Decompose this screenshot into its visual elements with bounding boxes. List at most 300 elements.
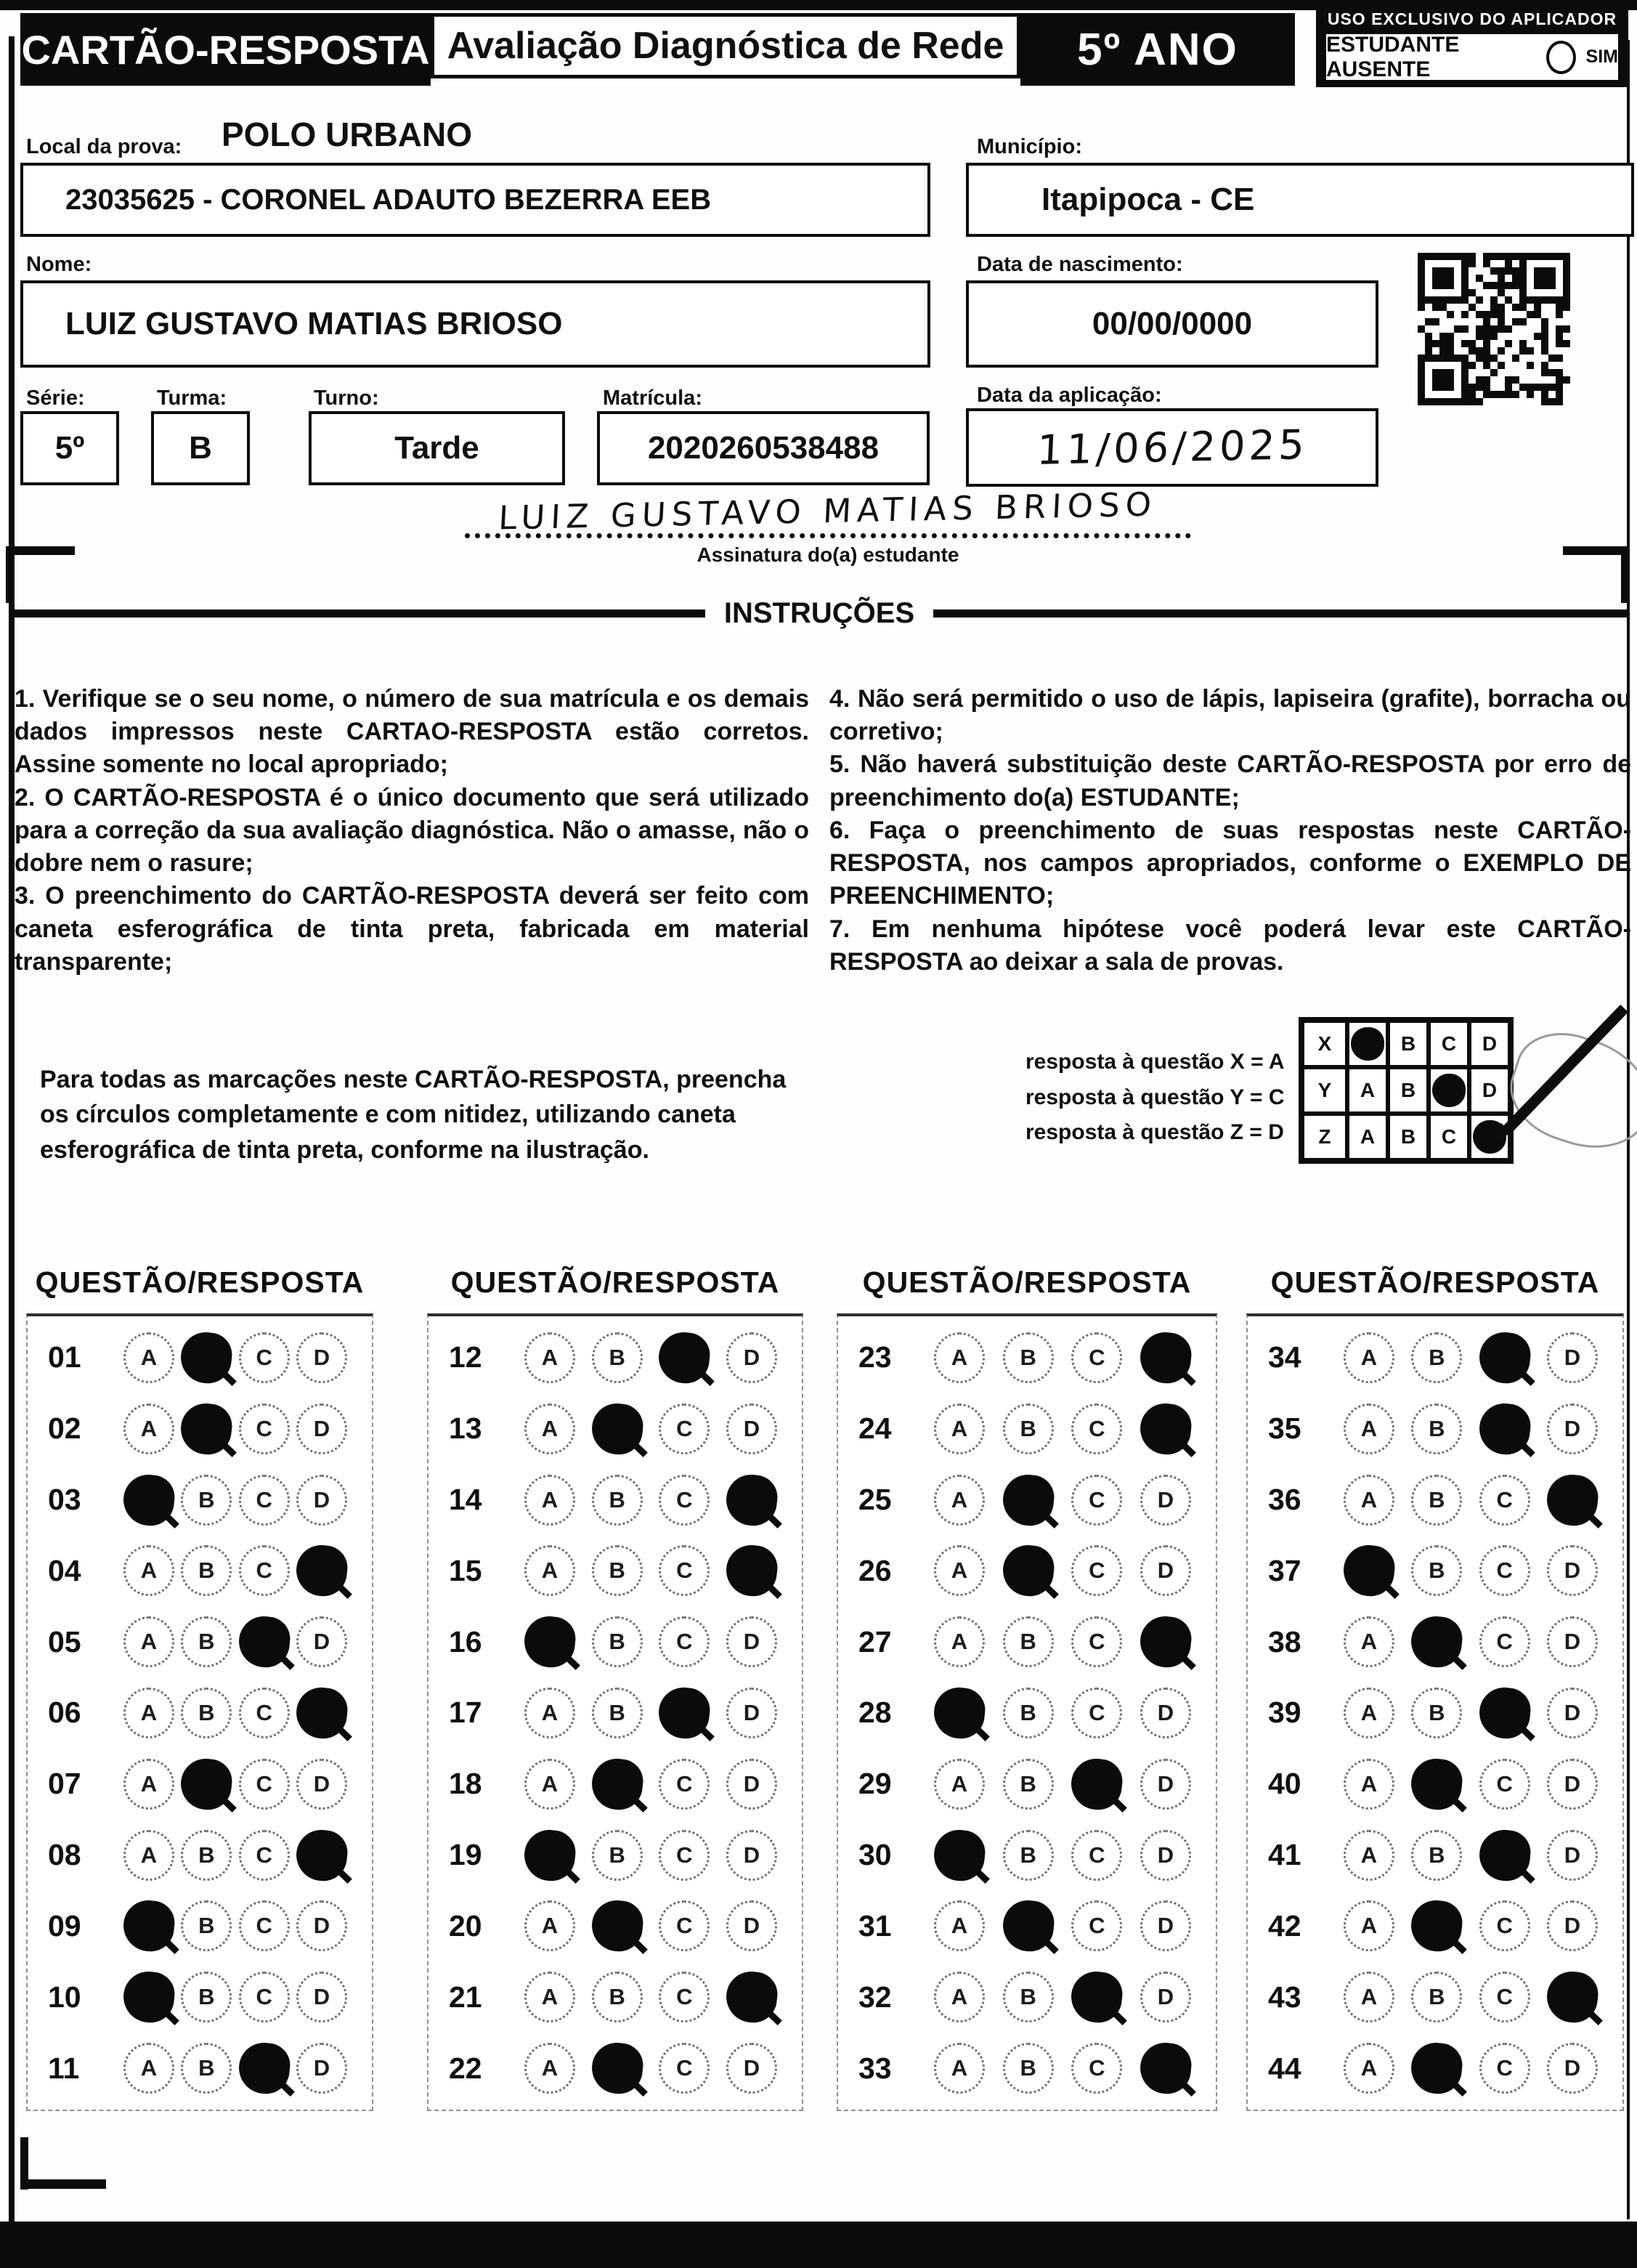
question-number: 44 (1268, 2051, 1301, 2085)
answer-bubble-11-d[interactable]: D (296, 2043, 347, 2094)
options-group (1344, 1900, 1614, 1951)
answer-bubble-40-c[interactable]: C (1479, 1759, 1530, 1810)
answer-bubble-14-d-filled[interactable] (724, 1472, 780, 1528)
question-number: 23 (858, 1340, 892, 1374)
answer-bubble-26-a[interactable]: A (934, 1545, 985, 1596)
answer-bubble-34-d[interactable]: D (1547, 1332, 1598, 1383)
answer-bubble-03-b[interactable]: B (181, 1475, 232, 1526)
example-option-cell: A (1347, 1067, 1388, 1114)
student-absent-row (1326, 34, 1618, 80)
answer-column-2 (427, 1313, 803, 2111)
answer-bubble-40-a[interactable]: A (1344, 1759, 1394, 1810)
answer-bubble-11-a[interactable]: A (123, 2043, 174, 2094)
answer-bubble-14-b[interactable]: B (592, 1475, 643, 1526)
answer-bubble-32-c-filled[interactable] (1069, 1969, 1125, 2025)
options-group (934, 1759, 1207, 1810)
serie-value: 5º (54, 430, 85, 466)
answer-bubble-33-c[interactable]: C (1071, 2043, 1122, 2094)
answer-bubble-10-a-filled[interactable] (121, 1969, 177, 2025)
answer-bubble-13-b-filled[interactable] (589, 1401, 645, 1457)
frame-corner-mark-left (6, 546, 15, 603)
answer-bubble-32-a[interactable]: A (934, 1972, 985, 2022)
answer-bubble-15-d-filled[interactable] (724, 1543, 780, 1599)
question-number: 40 (1268, 1767, 1301, 1801)
options-group (1344, 1404, 1614, 1454)
answer-bubble-38-d[interactable]: D (1547, 1616, 1598, 1667)
options-group (934, 1830, 1207, 1881)
card-title: CARTÃO-RESPOSTA (20, 13, 431, 86)
answer-bubble-28-d[interactable]: D (1140, 1688, 1191, 1738)
answer-bubble-25-c[interactable]: C (1071, 1475, 1122, 1526)
answer-bubble-35-c-filled[interactable] (1476, 1401, 1532, 1457)
answer-bubble-28-b[interactable]: B (1003, 1688, 1054, 1738)
options-group (524, 1475, 793, 1526)
answer-bubble-19-b[interactable]: B (592, 1830, 643, 1881)
answer-bubble-02-d[interactable]: D (296, 1404, 347, 1454)
options-group (1344, 1545, 1614, 1596)
local-da-prova-value: POLO URBANO (222, 116, 472, 153)
question-number: 32 (858, 1980, 892, 2014)
answer-bubble-27-b[interactable]: B (1003, 1616, 1054, 1667)
example-row-label: Y (1302, 1067, 1347, 1114)
answer-bubble-29-c-filled[interactable] (1069, 1756, 1125, 1812)
question-number: 43 (1268, 1980, 1301, 2014)
answer-bubble-05-d[interactable]: D (296, 1616, 347, 1667)
answer-bubble-44-a[interactable]: A (1344, 2043, 1394, 2094)
answer-bubble-14-a[interactable]: A (524, 1475, 575, 1526)
answer-bubble-07-a[interactable]: A (123, 1759, 174, 1810)
aplicador-box-title: USO EXCLUSIVO DO APLICADOR (1327, 9, 1617, 28)
answer-bubble-11-c-filled[interactable] (236, 2041, 292, 2097)
answer-bubble-36-b[interactable]: B (1411, 1475, 1462, 1526)
question-number: 09 (48, 1908, 81, 1943)
instruction-item: 1. Verifique se o seu nome, o número de sua matrícula e os demais dados impressos neste CARTAO-RESPOSTA estão corretos. Assine somente no local apropriado; (15, 685, 809, 779)
answer-bubble-17-b[interactable]: B (592, 1688, 643, 1738)
answer-bubble-21-c[interactable]: C (659, 1972, 710, 2022)
question-row (437, 1322, 793, 1393)
answer-bubble-06-a[interactable]: A (123, 1688, 174, 1738)
question-number: 11 (48, 2051, 80, 2085)
nome-value: LUIZ GUSTAVO MATIAS BRIOSO (65, 306, 563, 341)
question-number: 24 (858, 1412, 892, 1446)
signature-handwritten-value: LUIZ GUSTAVO MATIAS BRIOSO (497, 485, 1158, 538)
answer-bubble-19-a-filled[interactable] (522, 1827, 578, 1883)
question-number: 12 (449, 1340, 482, 1374)
answer-bubble-33-d-filled[interactable] (1138, 2041, 1194, 2097)
answer-bubble-42-b-filled[interactable] (1409, 1898, 1465, 1954)
answer-bubble-17-c-filled[interactable] (657, 1685, 712, 1741)
turno-label: Turno: (314, 386, 379, 410)
answer-bubble-32-d[interactable]: D (1140, 1972, 1191, 2022)
question-row (847, 1465, 1207, 1536)
answer-column-3 (837, 1313, 1217, 2111)
question-number: 06 (48, 1696, 81, 1730)
question-number: 41 (1268, 1838, 1301, 1872)
answer-bubble-17-a[interactable]: A (524, 1688, 575, 1738)
answer-bubble-36-d-filled[interactable] (1545, 1472, 1601, 1528)
answer-bubble-20-b-filled[interactable] (589, 1898, 645, 1954)
question-row (437, 1535, 793, 1606)
question-number: 17 (449, 1696, 482, 1730)
answer-bubble-15-a[interactable]: A (524, 1545, 575, 1596)
answer-bubble-27-c[interactable]: C (1071, 1616, 1122, 1667)
answer-bubble-03-d[interactable]: D (296, 1475, 347, 1526)
answer-bubble-18-b-filled[interactable] (589, 1756, 645, 1812)
question-row (847, 1535, 1207, 1606)
answer-bubble-26-d[interactable]: D (1140, 1545, 1191, 1596)
question-row (437, 1465, 793, 1536)
answer-bubble-24-b[interactable]: B (1003, 1404, 1054, 1454)
answer-bubble-30-b[interactable]: B (1003, 1830, 1054, 1881)
answer-bubble-23-d-filled[interactable] (1138, 1329, 1194, 1385)
answer-bubble-02-c[interactable]: C (239, 1404, 290, 1454)
matricula-label: Matrícula: (603, 386, 702, 410)
question-row (1256, 1891, 1614, 1962)
options-group (123, 1688, 363, 1738)
answer-bubble-30-d[interactable]: D (1140, 1830, 1191, 1881)
options-group (524, 1404, 793, 1454)
question-number: 37 (1268, 1553, 1301, 1587)
answer-bubble-07-c[interactable]: C (239, 1759, 290, 1810)
column-header-3: QUESTÃO/RESPOSTA (862, 1265, 1192, 1299)
answer-bubble-22-c[interactable]: C (659, 2043, 710, 2094)
answer-bubble-03-a-filled[interactable] (121, 1472, 177, 1528)
question-row (437, 1677, 793, 1749)
answer-bubble-08-a[interactable]: A (123, 1830, 174, 1881)
answer-bubble-36-c[interactable]: C (1479, 1475, 1530, 1526)
example-option-cell: D (1469, 1021, 1510, 1067)
signature-area[interactable] (465, 462, 1191, 538)
answer-bubble-30-a-filled[interactable] (932, 1827, 988, 1883)
options-group (123, 1900, 363, 1951)
nome-field (20, 280, 930, 368)
turno-value: Tarde (394, 430, 479, 466)
instructions-title: INSTRUÇÕES (723, 597, 915, 629)
answer-bubble-04-c[interactable]: C (239, 1545, 290, 1596)
answer-bubble-13-c[interactable]: C (659, 1404, 710, 1454)
answer-bubble-34-a[interactable]: A (1344, 1332, 1394, 1383)
question-row (437, 1606, 793, 1677)
answer-bubble-42-d[interactable]: D (1547, 1900, 1598, 1951)
answer-bubble-10-b[interactable]: B (181, 1972, 232, 2022)
answer-bubble-10-c[interactable]: C (239, 1972, 290, 2022)
instruction-item: 4. Não será permitido o uso de lápis, lapiseira (grafite), borracha ou corretivo; (829, 685, 1631, 746)
options-group (934, 1332, 1207, 1383)
answer-bubble-04-d-filled[interactable] (294, 1543, 350, 1599)
answer-bubble-41-b[interactable]: B (1411, 1830, 1462, 1881)
answer-bubble-06-c[interactable]: C (239, 1688, 290, 1738)
matricula-value: 2020260538488 (647, 430, 880, 466)
answer-bubble-02-b-filled[interactable] (179, 1401, 235, 1457)
question-number: 07 (48, 1767, 81, 1801)
answer-bubble-21-b[interactable]: B (592, 1972, 643, 2022)
question-row (847, 1393, 1207, 1465)
answer-bubble-04-b[interactable]: B (181, 1545, 232, 1596)
answer-bubble-06-d-filled[interactable] (294, 1685, 350, 1741)
answer-bubble-24-a[interactable]: A (934, 1404, 985, 1454)
answer-bubble-01-d[interactable]: D (296, 1332, 347, 1383)
answer-bubble-30-c[interactable]: C (1071, 1830, 1122, 1881)
answer-bubble-35-a[interactable]: A (1344, 1404, 1394, 1454)
options-group (1344, 1475, 1614, 1526)
answer-bubble-34-b[interactable]: B (1411, 1332, 1462, 1383)
options-group (123, 1545, 363, 1596)
answer-bubble-23-b[interactable]: B (1003, 1332, 1054, 1383)
answer-bubble-19-c[interactable]: C (659, 1830, 710, 1881)
answer-bubble-39-c-filled[interactable] (1476, 1685, 1532, 1741)
answer-bubble-22-b-filled[interactable] (589, 2041, 645, 2097)
answer-bubble-18-d[interactable]: D (726, 1759, 777, 1810)
example-answer-key (1025, 1045, 1285, 1151)
answer-bubble-07-b-filled[interactable] (179, 1756, 235, 1812)
answer-bubble-38-c[interactable]: C (1479, 1616, 1530, 1667)
answer-bubble-06-b[interactable]: B (181, 1688, 232, 1738)
options-group (934, 1616, 1207, 1667)
options-group (1344, 1332, 1614, 1383)
answer-bubble-18-c[interactable]: C (659, 1759, 710, 1810)
question-number: 01 (48, 1340, 81, 1374)
answer-bubble-24-c[interactable]: C (1071, 1404, 1122, 1454)
answer-bubble-34-c-filled[interactable] (1476, 1329, 1532, 1385)
answer-bubble-37-b[interactable]: B (1411, 1545, 1462, 1596)
frame-corner-mark-right (1621, 546, 1630, 603)
instruction-item: 3. O preenchimento do CARTÃO-RESPOSTA deverá ser feito com caneta esferográfica de tinta preta, fabricada em material transparente; (15, 882, 809, 976)
question-number: 13 (449, 1412, 482, 1446)
nome-label: Nome: (26, 253, 92, 276)
options-group (524, 1688, 793, 1738)
question-number: 27 (858, 1624, 892, 1659)
answer-bubble-07-d[interactable]: D (296, 1759, 347, 1810)
instruction-item: 2. O CARTÃO-RESPOSTA é o único documento que será utilizado para a correção da sua avaliação diagnóstica. Não o amasse, não o dobre nem o rasure; (15, 783, 809, 878)
nascimento-label: Data de nascimento: (977, 253, 1183, 276)
question-row (36, 1961, 363, 2033)
example-fill-grid (1299, 1017, 1514, 1164)
options-group (1344, 2043, 1614, 2094)
answer-bubble-09-c[interactable]: C (239, 1900, 290, 1951)
question-number: 03 (48, 1483, 81, 1517)
answer-bubble-31-b-filled[interactable] (1000, 1898, 1056, 1954)
question-row (437, 1961, 793, 2033)
answer-bubble-33-b[interactable]: B (1003, 2043, 1054, 2094)
example-option-cell (1429, 1067, 1469, 1114)
question-number: 08 (48, 1838, 81, 1872)
example-option-cell: D (1469, 1067, 1510, 1114)
signature-caption: Assinatura do(a) estudante (696, 543, 959, 566)
answer-bubble-25-a[interactable]: A (934, 1475, 985, 1526)
answer-bubble-24-d-filled[interactable] (1138, 1401, 1194, 1457)
question-number: 29 (858, 1767, 892, 1801)
answer-bubble-27-d-filled[interactable] (1138, 1614, 1194, 1670)
answer-bubble-21-d-filled[interactable] (724, 1969, 780, 2025)
answer-bubble-01-b-filled[interactable] (179, 1329, 235, 1385)
answer-bubble-43-b[interactable]: B (1411, 1972, 1462, 2022)
question-row (1256, 1322, 1614, 1393)
question-row (36, 1606, 363, 1677)
options-group (524, 1900, 793, 1951)
answer-bubble-05-c-filled[interactable] (236, 1614, 292, 1670)
question-row (36, 1535, 363, 1606)
options-group (524, 1759, 793, 1810)
answer-bubble-23-c[interactable]: C (1071, 1332, 1122, 1383)
question-row (1256, 1677, 1614, 1749)
answer-bubble-44-d[interactable]: D (1547, 2043, 1598, 2094)
question-row (1256, 1749, 1614, 1820)
answer-bubble-39-b[interactable]: B (1411, 1688, 1462, 1738)
answer-bubble-02-a[interactable]: A (123, 1404, 174, 1454)
question-row (36, 1749, 363, 1820)
example-option-cell: B (1388, 1114, 1429, 1160)
answer-bubble-31-a[interactable]: A (934, 1900, 985, 1951)
header-rule-right (933, 609, 1627, 617)
answer-bubble-01-c[interactable]: C (239, 1332, 290, 1383)
answer-bubble-37-a-filled[interactable] (1341, 1543, 1397, 1599)
instructions-right-column (829, 683, 1631, 979)
example-option-cell (1347, 1021, 1388, 1067)
answer-bubble-32-b[interactable]: B (1003, 1972, 1054, 2022)
answer-bubble-35-b[interactable]: B (1411, 1404, 1462, 1454)
answer-bubble-36-a[interactable]: A (1344, 1475, 1394, 1526)
options-group (934, 1972, 1207, 2022)
answer-bubble-08-b[interactable]: B (181, 1830, 232, 1881)
answer-bubble-16-c[interactable]: C (659, 1616, 710, 1667)
answer-bubble-38-a[interactable]: A (1344, 1616, 1394, 1667)
question-row (1256, 1961, 1614, 2033)
answer-bubble-33-a[interactable]: A (934, 2043, 985, 2094)
answer-bubble-41-d[interactable]: D (1547, 1830, 1598, 1881)
municipio-label: Município: (977, 135, 1082, 158)
answer-bubble-04-a[interactable]: A (123, 1545, 174, 1596)
answer-bubble-31-c[interactable]: C (1071, 1900, 1122, 1951)
answer-bubble-17-d[interactable]: D (726, 1688, 777, 1738)
answer-bubble-13-d[interactable]: D (726, 1404, 777, 1454)
answer-bubble-09-d[interactable]: D (296, 1900, 347, 1951)
answer-bubble-21-a[interactable]: A (524, 1972, 575, 2022)
options-group (1344, 1616, 1614, 1667)
answer-bubble-11-b[interactable]: B (181, 2043, 232, 2094)
answer-bubble-28-a-filled[interactable] (932, 1685, 988, 1741)
answer-bubble-16-d[interactable]: D (726, 1616, 777, 1667)
instructions-header (12, 597, 1627, 630)
answer-bubble-38-b-filled[interactable] (1409, 1614, 1465, 1670)
options-group (934, 1545, 1207, 1596)
answer-bubble-12-d[interactable]: D (726, 1332, 777, 1383)
answer-bubble-05-a[interactable]: A (123, 1616, 174, 1667)
question-row (36, 1677, 363, 1749)
answer-bubble-29-d[interactable]: D (1140, 1759, 1191, 1810)
answer-bubble-20-d[interactable]: D (726, 1900, 777, 1951)
answer-bubble-13-a[interactable]: A (524, 1404, 575, 1454)
answer-bubble-29-a[interactable]: A (934, 1759, 985, 1810)
answer-bubble-08-d-filled[interactable] (294, 1827, 350, 1883)
answer-bubble-10-d[interactable]: D (296, 1972, 347, 2022)
answer-bubble-01-a[interactable]: A (123, 1332, 174, 1383)
answer-bubble-05-b[interactable]: B (181, 1616, 232, 1667)
answer-bubble-25-b-filled[interactable] (1000, 1472, 1056, 1528)
answer-bubble-37-c[interactable]: C (1479, 1545, 1530, 1596)
question-number: 25 (858, 1483, 892, 1517)
answer-bubble-43-c[interactable]: C (1479, 1972, 1530, 2022)
answer-bubble-40-b-filled[interactable] (1409, 1756, 1465, 1812)
answer-bubble-16-b[interactable]: B (592, 1616, 643, 1667)
answer-bubble-43-a[interactable]: A (1344, 1972, 1394, 2022)
answer-bubble-22-a[interactable]: A (524, 2043, 575, 2094)
answer-bubble-22-d[interactable]: D (726, 2043, 777, 2094)
left-edge-line (9, 36, 15, 2224)
answer-bubble-41-a[interactable]: A (1344, 1830, 1394, 1881)
answer-bubble-44-b-filled[interactable] (1409, 2041, 1465, 2097)
answer-column-1 (26, 1313, 373, 2111)
answer-bubble-44-c[interactable]: C (1479, 2043, 1530, 2094)
frame-corner-mark-right (1563, 546, 1630, 555)
turma-label: Turma: (157, 386, 227, 410)
options-group (123, 1332, 363, 1383)
question-row (1256, 1820, 1614, 1891)
options-group (123, 1759, 363, 1810)
answer-bubble-12-c-filled[interactable] (657, 1329, 712, 1385)
answer-bubble-35-d[interactable]: D (1547, 1404, 1598, 1454)
fill-instructions-note: Para todas as marcações neste CARTÃO-RESPOSTA, preencha os círculos completamente e com nitidez, utilizando caneta esferográfica de tinta preta, conforme na ilustração. (40, 1066, 787, 1164)
answer-bubble-08-c[interactable]: C (239, 1830, 290, 1881)
answer-bubble-25-d[interactable]: D (1140, 1475, 1191, 1526)
answer-bubble-29-b[interactable]: B (1003, 1759, 1054, 1810)
answer-bubble-31-d[interactable]: D (1140, 1900, 1191, 1951)
answer-bubble-39-d[interactable]: D (1547, 1688, 1598, 1738)
answer-bubble-12-a[interactable]: A (524, 1332, 575, 1383)
answer-bubble-19-d[interactable]: D (726, 1830, 777, 1881)
answer-bubble-16-a-filled[interactable] (522, 1614, 578, 1670)
turma-value: B (189, 430, 212, 466)
question-number: 28 (858, 1696, 892, 1730)
answer-bubble-39-a[interactable]: A (1344, 1688, 1394, 1738)
answer-bubble-41-c-filled[interactable] (1476, 1827, 1532, 1883)
question-row (847, 1322, 1207, 1393)
answer-bubble-43-d-filled[interactable] (1545, 1969, 1601, 2025)
answer-bubble-23-a[interactable]: A (934, 1332, 985, 1383)
answer-bubble-42-c[interactable]: C (1479, 1900, 1530, 1951)
frame-corner-mark-left (6, 546, 75, 555)
answer-bubble-27-a[interactable]: A (934, 1616, 985, 1667)
answer-bubble-12-b[interactable]: B (592, 1332, 643, 1383)
answer-bubble-15-b[interactable]: B (592, 1545, 643, 1596)
answer-bubble-28-c[interactable]: C (1071, 1688, 1122, 1738)
answer-bubble-42-a[interactable]: A (1344, 1900, 1394, 1951)
answer-bubble-14-c[interactable]: C (659, 1475, 710, 1526)
options-group (1344, 1759, 1614, 1810)
options-group (934, 1404, 1207, 1454)
answer-bubble-40-d[interactable]: D (1547, 1759, 1598, 1810)
question-row (1256, 1393, 1614, 1465)
question-row (437, 2033, 793, 2104)
answer-bubble-26-c[interactable]: C (1071, 1545, 1122, 1596)
answer-bubble-03-c[interactable]: C (239, 1475, 290, 1526)
options-group (1344, 1688, 1614, 1738)
answer-bubble-26-b-filled[interactable] (1000, 1543, 1056, 1599)
answer-bubble-09-a-filled[interactable] (121, 1898, 177, 1954)
answer-bubble-15-c[interactable]: C (659, 1545, 710, 1596)
answer-bubble-37-d[interactable]: D (1547, 1545, 1598, 1596)
absent-sim-bubble[interactable] (1546, 41, 1576, 74)
question-number: 36 (1268, 1483, 1301, 1517)
example-option-cell: B (1388, 1067, 1429, 1114)
municipio-field (966, 163, 1634, 237)
options-group (524, 2043, 793, 2094)
answer-bubble-18-a[interactable]: A (524, 1759, 575, 1810)
answer-bubble-20-a[interactable]: A (524, 1900, 575, 1951)
answer-bubble-09-b[interactable]: B (181, 1900, 232, 1951)
answer-bubble-20-c[interactable]: C (659, 1900, 710, 1951)
options-group (934, 1688, 1207, 1738)
aplicacao-handwritten-value: 11/06/2025 (1035, 421, 1309, 474)
